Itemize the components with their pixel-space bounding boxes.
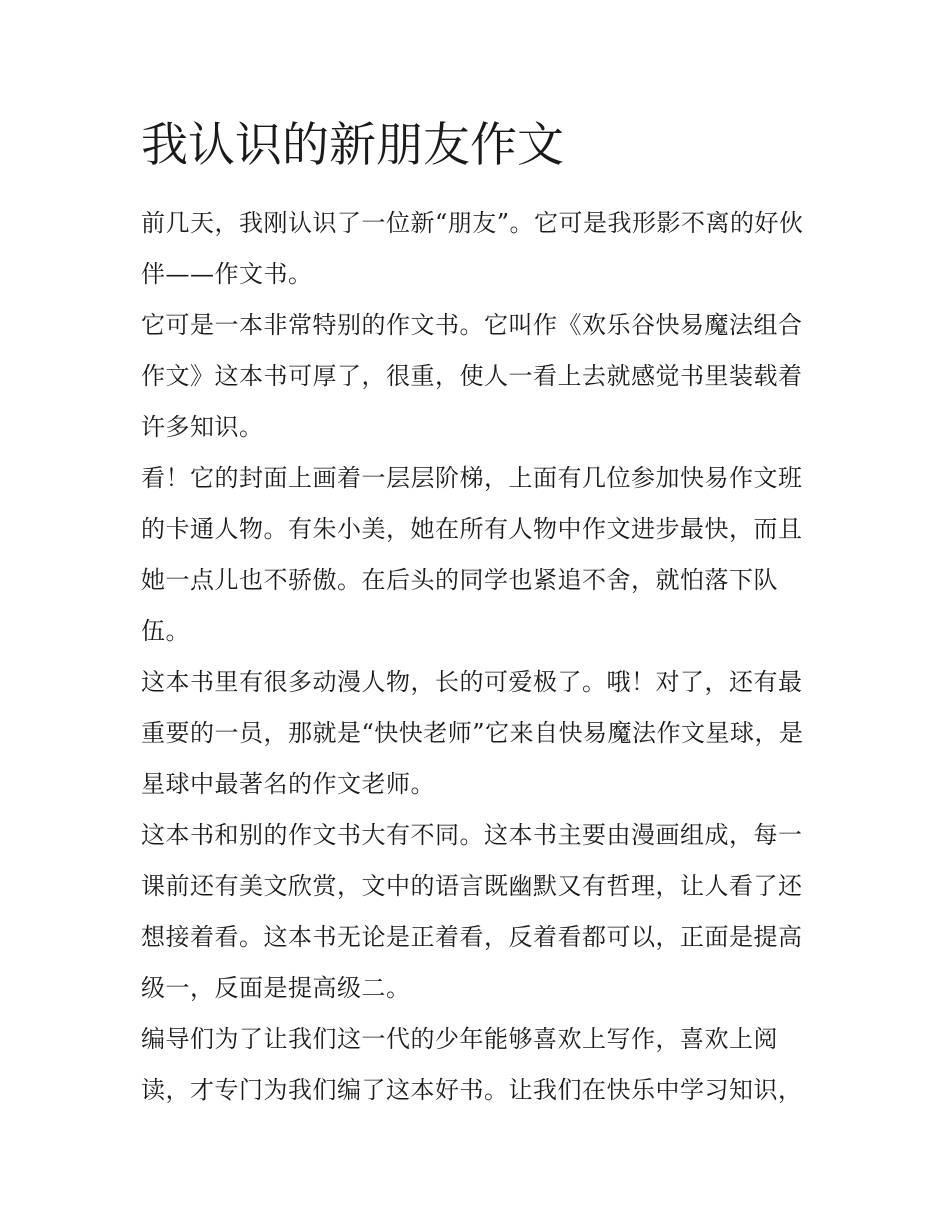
paragraph-4: 这本书里有很多动漫人物，长的可爱极了。哦！对了，还有最重要的一员，那就是“快快老师”它来自快易魔法作文星球，是星球中最著名的作文老师。	[141, 668, 804, 798]
paragraph-2: 它可是一本非常特别的作文书。它叫作《欢乐谷快易魔法组合作文》这本书可厚了，很重，使人一看上去就感觉书里装载着许多知识。	[141, 311, 803, 441]
paragraph-1: 前几天，我刚认识了一位新“朋友”。它可是我形影不离的好伙伴——作文书。	[141, 209, 804, 288]
paragraph-5: 这本书和别的作文书大有不同。这本书主要由漫画组成，每一课前还有美文欣赏，文中的语言既幽默又有哲理，让人看了还想接着看。这本书无论是正着看，反着看都可以，正面是提高级一，反面是提高级二。	[141, 821, 803, 1002]
paragraph-6: 编导们为了让我们这一代的少年能够喜欢上写作，喜欢上阅读，才专门为我们编了这本好书。让我们在快乐中学习知识，	[141, 1025, 803, 1104]
document-body	[141, 112, 813, 1116]
document-title: 我认识的新朋友作文	[141, 118, 564, 173]
paragraph-3: 看！它的封面上画着一层层阶梯，上面有几位参加快易作文班的卡通人物。有朱小美，她在所有人物中作文进步最快，而且她一点儿也不骄傲。在后头的同学也紧追不舍，就怕落下队伍。	[141, 464, 803, 645]
